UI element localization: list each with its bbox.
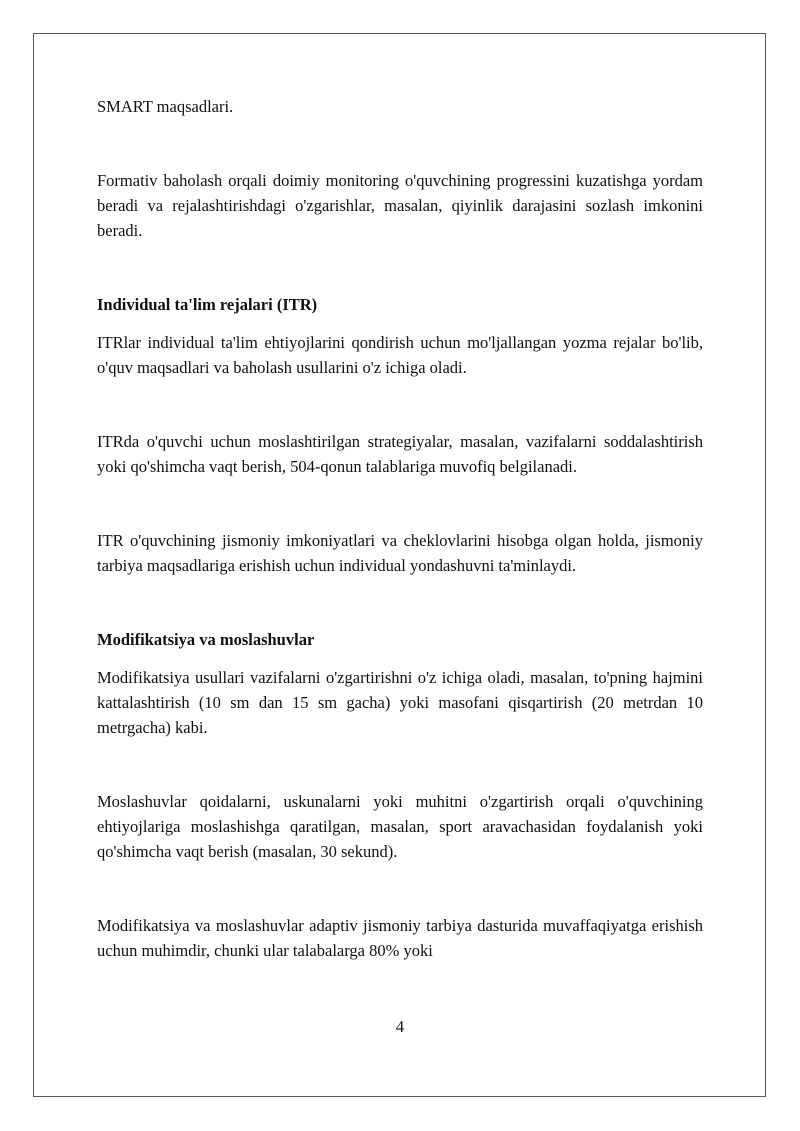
paragraph-itr-physical: ITR o'quvchining jismoniy imkoniyatlari va cheklovlarini hisobga olgan holda, jismoniy tarbiya maqsadlariga erishish uchun individual yondashuvni ta'minlaydi. [97,531,703,575]
paragraph-modification-methods: Modifikatsiya usullari vazifalarni o'zgartirishni o'z ichiga oladi, masalan, to'pning hajmini kattalashtirish (10 sm dan 15 sm gacha) yoki masofani qisqartirish (20 metrdan 10 metrgacha) kabi. [97,668,703,737]
paragraph-smart-goals: SMART maqsadlari. [97,97,234,116]
paragraph-importance: Modifikatsiya va moslashuvlar adaptiv jismoniy tarbiya dasturida muvaffaqiyatga erishish uchun muhimdir, chunki ular talabalarga 80% yoki [97,916,703,960]
section-heading-modifications: Modifikatsiya va moslashuvlar [97,630,315,649]
paragraph-itr-definition: ITRlar individual ta'lim ehtiyojlarini qondirish uchun mo'ljallangan yozma rejalar bo'lib, o'quv maqsadlari va baholash usullarini o'z ichiga oladi. [97,333,703,377]
paragraph-itr-strategies: ITRda o'quvchi uchun moslashtirilgan strategiyalar, masalan, vazifalarni soddalashtirish yoki qo'shimcha vaqt berish, 504-qonun talablariga muvofiq belgilanadi. [97,432,703,476]
section-heading-itr: Individual ta'lim rejalari (ITR) [97,295,318,314]
document-body [97,94,703,963]
page-number: 4 [395,1017,405,1036]
paragraph-formative-assessment: Formativ baholash orqali doimiy monitoring o'quvchining progressini kuzatishga yordam beradi va rejalashtirishdagi o'zgarishlar, masalan, qiyinlik darajasini sozlash imkonini beradi. [97,171,703,240]
paragraph-adaptations: Moslashuvlar qoidalarni, uskunalarni yoki muhitni o'zgartirish orqali o'quvchining ehtiyojlariga moslashishga qaratilgan, masalan, sport aravachasidan foydalanish yoki qo'shimcha vaqt berish (masalan, 30 sekund). [97,792,703,861]
